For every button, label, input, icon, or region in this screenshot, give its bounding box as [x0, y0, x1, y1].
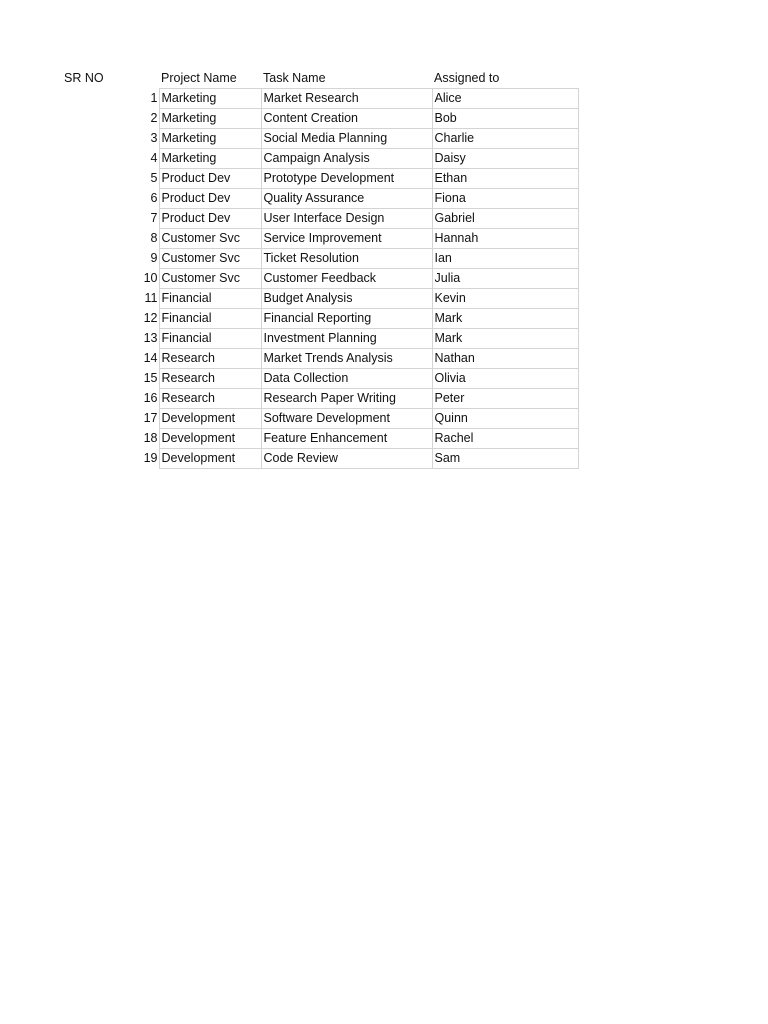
- cell-project-name: Research: [159, 349, 261, 369]
- cell-assigned-to: Quinn: [432, 409, 578, 429]
- cell-task-name: Service Improvement: [261, 229, 432, 249]
- cell-task-name: Prototype Development: [261, 169, 432, 189]
- cell-sr-no: 18: [143, 431, 158, 445]
- cell-assigned-to: Fiona: [432, 189, 578, 209]
- cell-assigned-to: Peter: [432, 389, 578, 409]
- cell-task-name: Campaign Analysis: [261, 149, 432, 169]
- cell-project-name: Product Dev: [159, 209, 261, 229]
- cell-sr-no: 4: [150, 151, 158, 165]
- cell-sr-no: 9: [150, 251, 158, 265]
- cell-assigned-to: Daisy: [432, 149, 578, 169]
- cell-task-name: Code Review: [261, 449, 432, 469]
- cell-project-name: Product Dev: [159, 169, 261, 189]
- cell-assigned-to: Ian: [432, 249, 578, 269]
- cell-task-name: Research Paper Writing: [261, 389, 432, 409]
- cell-assigned-to: Olivia: [432, 369, 578, 389]
- cell-project-name: Marketing: [159, 109, 261, 129]
- cell-project-name: Marketing: [159, 149, 261, 169]
- table-row: [60, 109, 578, 129]
- cell-task-name: Customer Feedback: [261, 269, 432, 289]
- cell-sr-no: 16: [143, 391, 158, 405]
- cell-sr-no: 5: [150, 171, 158, 185]
- table-row: [60, 129, 578, 149]
- cell-task-name: Quality Assurance: [261, 189, 432, 209]
- cell-task-name: User Interface Design: [261, 209, 432, 229]
- cell-sr-no: 11: [144, 291, 158, 305]
- cell-assigned-to: Nathan: [432, 349, 578, 369]
- header-task-name: Task Name: [263, 71, 326, 85]
- cell-project-name: Development: [159, 429, 261, 449]
- cell-sr-no: 12: [143, 311, 158, 325]
- cell-assigned-to: Ethan: [432, 169, 578, 189]
- table-row: [60, 229, 578, 249]
- cell-task-name: Software Development: [261, 409, 432, 429]
- cell-sr-no: 19: [143, 451, 158, 465]
- table-row: [60, 449, 578, 469]
- cell-project-name: Customer Svc: [159, 229, 261, 249]
- cell-task-name: Ticket Resolution: [261, 249, 432, 269]
- cell-assigned-to: Bob: [432, 109, 578, 129]
- table-row: [60, 369, 578, 389]
- cell-project-name: Research: [159, 389, 261, 409]
- cell-project-name: Research: [159, 369, 261, 389]
- cell-sr-no: 2: [150, 111, 158, 125]
- cell-sr-no: 7: [150, 211, 158, 225]
- cell-task-name: Content Creation: [261, 109, 432, 129]
- header-sr-no: SR NO: [64, 71, 104, 86]
- cell-sr-no: 1: [150, 91, 158, 105]
- cell-project-name: Customer Svc: [159, 249, 261, 269]
- table-row: [60, 329, 578, 349]
- table-row: [60, 169, 578, 189]
- table-header-row: [60, 69, 578, 89]
- cell-task-name: Feature Enhancement: [261, 429, 432, 449]
- cell-sr-no: 6: [150, 191, 158, 205]
- cell-task-name: Financial Reporting: [261, 309, 432, 329]
- table-row: [60, 429, 578, 449]
- cell-project-name: Development: [159, 409, 261, 429]
- cell-sr-no: 8: [150, 231, 158, 245]
- table-row: [60, 289, 578, 309]
- table-row: [60, 269, 578, 289]
- table-row: [60, 89, 578, 109]
- cell-assigned-to: Rachel: [432, 429, 578, 449]
- cell-project-name: Marketing: [159, 89, 261, 109]
- cell-assigned-to: Alice: [432, 89, 578, 109]
- cell-sr-no: 15: [143, 371, 158, 385]
- cell-project-name: Financial: [159, 309, 261, 329]
- cell-assigned-to: Hannah: [432, 229, 578, 249]
- cell-task-name: Market Research: [261, 89, 432, 109]
- cell-project-name: Marketing: [159, 129, 261, 149]
- task-assignment-sheet: [60, 69, 579, 469]
- cell-task-name: Data Collection: [261, 369, 432, 389]
- cell-sr-no: 10: [143, 271, 158, 285]
- cell-project-name: Development: [159, 449, 261, 469]
- cell-sr-no: 13: [143, 331, 158, 345]
- cell-sr-no: 14: [143, 351, 158, 365]
- cell-task-name: Investment Planning: [261, 329, 432, 349]
- cell-task-name: Budget Analysis: [261, 289, 432, 309]
- header-project-name: Project Name: [161, 71, 237, 85]
- table-row: [60, 309, 578, 329]
- cell-assigned-to: Mark: [432, 329, 578, 349]
- table-row: [60, 189, 578, 209]
- cell-project-name: Product Dev: [159, 189, 261, 209]
- cell-project-name: Customer Svc: [159, 269, 261, 289]
- table-row: [60, 349, 578, 369]
- table-row: [60, 249, 578, 269]
- cell-sr-no: 3: [150, 131, 158, 145]
- cell-assigned-to: Sam: [432, 449, 578, 469]
- cell-assigned-to: Mark: [432, 309, 578, 329]
- cell-project-name: Financial: [159, 329, 261, 349]
- table-row: [60, 389, 578, 409]
- cell-project-name: Financial: [159, 289, 261, 309]
- cell-assigned-to: Gabriel: [432, 209, 578, 229]
- cell-assigned-to: Charlie: [432, 129, 578, 149]
- task-table: [60, 69, 579, 469]
- cell-assigned-to: Kevin: [432, 289, 578, 309]
- table-row: [60, 409, 578, 429]
- table-row: [60, 149, 578, 169]
- cell-assigned-to: Julia: [432, 269, 578, 289]
- table-row: [60, 209, 578, 229]
- cell-task-name: Social Media Planning: [261, 129, 432, 149]
- table-body: [60, 89, 578, 469]
- cell-task-name: Market Trends Analysis: [261, 349, 432, 369]
- cell-sr-no: 17: [143, 411, 158, 425]
- header-assigned-to: Assigned to: [434, 71, 500, 85]
